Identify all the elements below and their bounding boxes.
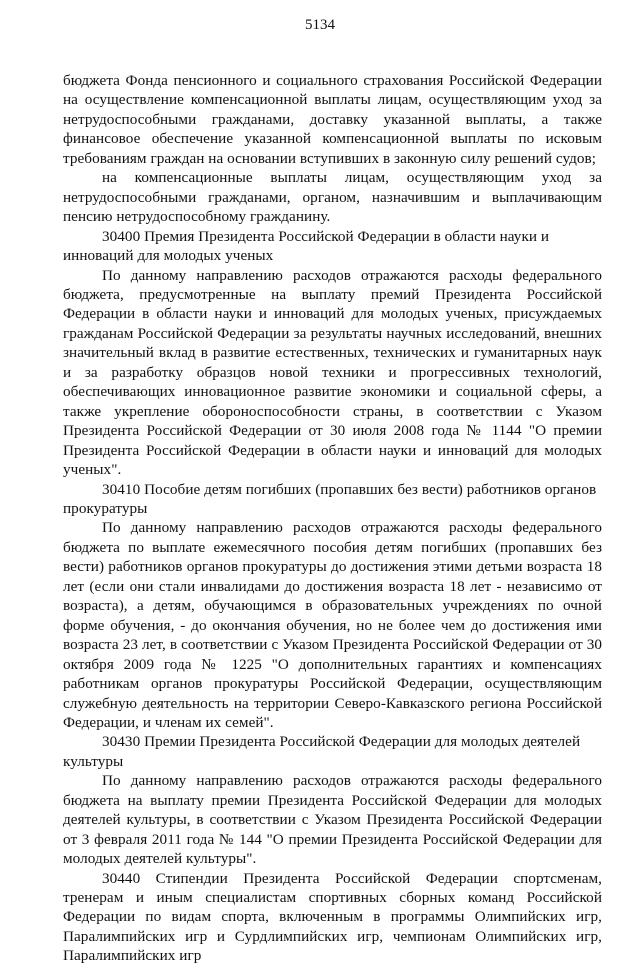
- paragraph-continued: бюджета Фонда пенсионного и социального страхования Российской Федерации на осуществление компенсационной выплаты лицам, осуществляющим уход за нетрудоспособными гражданами, доставку указанной выплаты, а также финансовое обеспечение указанной компенсационной выплаты по исковым требованиям граждан на основании вступивших в законную силу решений судов;: [63, 72, 602, 167]
- paragraph: на компенсационные выплаты лицам, осуществляющим уход за нетрудоспособными гражданами, органом, назначившим и выплачивающим пенсию нетрудоспособному гражданину.: [63, 169, 602, 226]
- paragraph: По данному направлению расходов отражаются расходы федерального бюджета на выплату премии Президента Российской Федерации для молодых деятелей культуры, в соответствии с Указом Президента Российской Федерации от 3 февраля 2011 года № 144 "О премии Президента Российской Федерации для молодых деятелей культуры".: [63, 772, 602, 868]
- paragraph: По данному направлению расходов отражаются расходы федерального бюджета, предусмотренные на выплату премий Президента Российской Федерации в области науки и инноваций для молодых ученых, присуждаемых гражданам Российской Федерации за результаты научных исследований, внешних значительный вклад в развитие естественных, технических и гуманитарных наук и за разработку образцов новой техники и прогрессивных технологий, обеспечивающих инновационное развитие экономики и социальной сферы, а также укрепление обороноспособности страны, в соответствии с Указом Президента Российской Федерации от 30 июля 2008 года № 1144 "О премии Президента Российской Федерации в области науки и инноваций для молодых ученых".: [63, 266, 602, 479]
- document-body: [63, 71, 602, 966]
- page-number: 5134: [305, 17, 335, 33]
- paragraph: По данному направлению расходов отражаются расходы федерального бюджета по выплате ежемесячного пособия детям погибших (пропавших без вести) работников органов прокуратуры до достижения этими детьми возраста 18 лет (если они стали инвалидами до достижения возраста 18 лет - независимо от возраста), а детям, обучающимся в образовательных учреждениях по очной форме обучения, - до окончания обучения, но не более чем до достижения ими возраста 23 лет, в соответствии с Указом Президента Российской Федерации от 30 октября 2009 года № 1225 "О дополнительных гарантиях и компенсациях работникам органов прокуратуры Российской Федерации, осуществляющим служебную деятельность на территории Северо-Кавказского региона Российской Федерации, и членам их семей".: [63, 519, 602, 731]
- section-heading-30410: 30410 Пособие детям погибших (пропавших без вести) работников органов прокуратуры: [63, 480, 597, 517]
- section-heading-30400: 30400 Премия Президента Российской Федерации в области науки и инноваций для молодых ученых: [63, 227, 550, 265]
- section-heading-30430: 30430 Премии Президента Российской Федерации для молодых деятелей культуры: [63, 733, 581, 770]
- section-heading-30440: 30440 Стипендии Президента Российской Федерации спортсменам, тренерам и иным специалистам спортивных сборных команд Российской Федерации по видам спорта, включенным в программы Олимпийских игр, Паралимпийских игр и Сурдлимпийских игр, чемпионам Олимпийских игр, Паралимпийских игр: [63, 869, 602, 965]
